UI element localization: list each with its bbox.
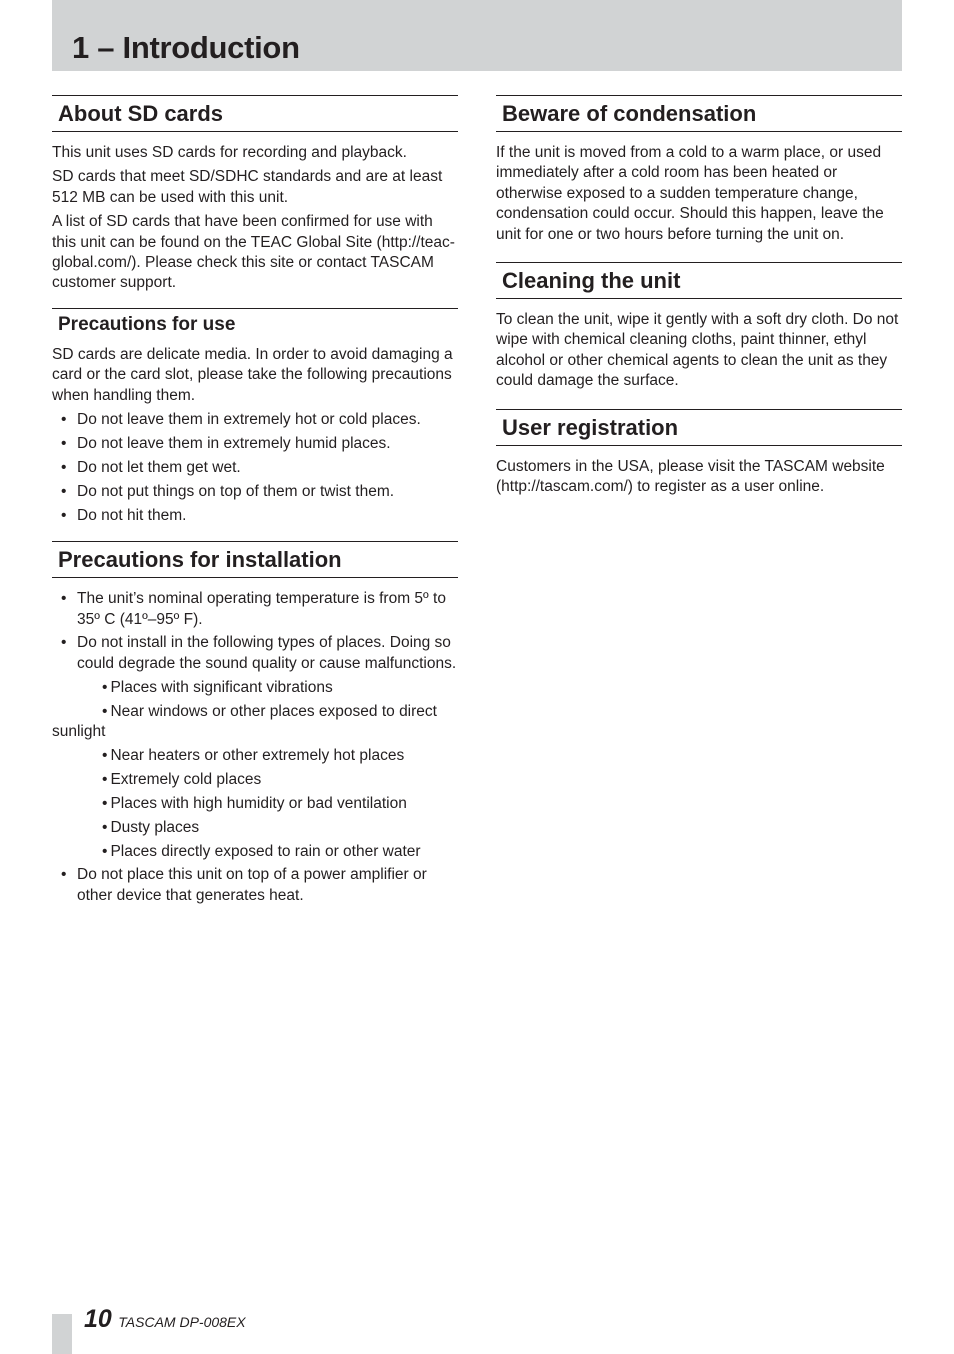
about-sd-paragraph: A list of SD cards that have been confirmed for use with this unit can be found on the TEAC Global Site (http://teac-global.com/). Please check this site or contact TASCAM customer support. <box>52 213 455 292</box>
list-item: • Do not put things on top of them or twist them. <box>52 482 458 502</box>
chapter-header <box>52 0 902 71</box>
product-name: TASCAM DP-008EX <box>118 1314 246 1330</box>
precautions-install-list <box>52 589 458 674</box>
condensation-text: If the unit is moved from a cold to a warm place, or used immediately after a cold room has been heated or otherwise exposed to a sudden temperature change, condensation could occur. Should this happen, leave the unit for one or two hours before turning the unit on. <box>496 144 884 243</box>
about-sd-paragraph: SD cards that meet SD/SDHC standards and are at least 512 MB can be used with this unit. <box>52 168 443 206</box>
about-sd-heading: About SD cards <box>52 95 458 132</box>
place-item: • Near windows or other places exposed to direct sunlight <box>52 702 437 741</box>
place-item: • Extremely cold places <box>102 770 262 788</box>
place-item: • Places with significant vibrations <box>102 678 333 696</box>
precautions-use-heading: Precautions for use <box>52 308 458 337</box>
chapter-title: 1 – Introduction <box>72 30 300 65</box>
place-item: • Near heaters or other extremely hot places <box>102 746 405 764</box>
page-number: 10 <box>84 1305 112 1333</box>
registration-heading: User registration <box>496 409 902 446</box>
about-sd-paragraph: This unit uses SD cards for recording and playback. <box>52 144 407 161</box>
precautions-install-heading: Precautions for installation <box>52 541 458 578</box>
precautions-use-list <box>52 410 458 526</box>
place-item: • Places with high humidity or bad ventilation <box>102 794 407 812</box>
place-item: • Dusty places <box>102 818 200 836</box>
list-item: • Do not install in the following types of places. Doing so could degrade the sound quality or cause malfunctions. <box>52 633 458 674</box>
list-item: • Do not leave them in extremely hot or cold places. <box>52 410 458 430</box>
precautions-install-list-end <box>52 865 458 906</box>
page-footer <box>84 1305 246 1334</box>
list-item: • Do not hit them. <box>52 506 458 526</box>
list-item: • Do not let them get wet. <box>52 458 458 478</box>
precautions-use-intro: SD cards are delicate media. In order to avoid damaging a card or the card slot, please take the following precautions when handling them. <box>52 345 453 404</box>
left-column <box>52 95 458 921</box>
cleaning-heading: Cleaning the unit <box>496 262 902 299</box>
list-item: • The unit’s nominal operating temperature is from 5º to 35º C (41º–95º F). <box>52 589 458 630</box>
list-item: • Do not place this unit on top of a power amplifier or other device that generates heat. <box>52 865 458 906</box>
list-item: • Do not leave them in extremely humid places. <box>52 434 458 454</box>
right-column <box>496 95 902 501</box>
place-item: • Places directly exposed to rain or other water <box>102 842 421 860</box>
footer-tab <box>52 1314 72 1354</box>
condensation-heading: Beware of condensation <box>496 95 902 132</box>
cleaning-text: To clean the unit, wipe it gently with a soft dry cloth. Do not wipe with chemical cleaning cloths, paint thinner, ethyl alcohol or other chemical agents to clean the unit as they could damage the surface. <box>496 311 899 390</box>
registration-text: Customers in the USA, please visit the TASCAM website (http://tascam.com/) to register as a user online. <box>496 457 885 496</box>
